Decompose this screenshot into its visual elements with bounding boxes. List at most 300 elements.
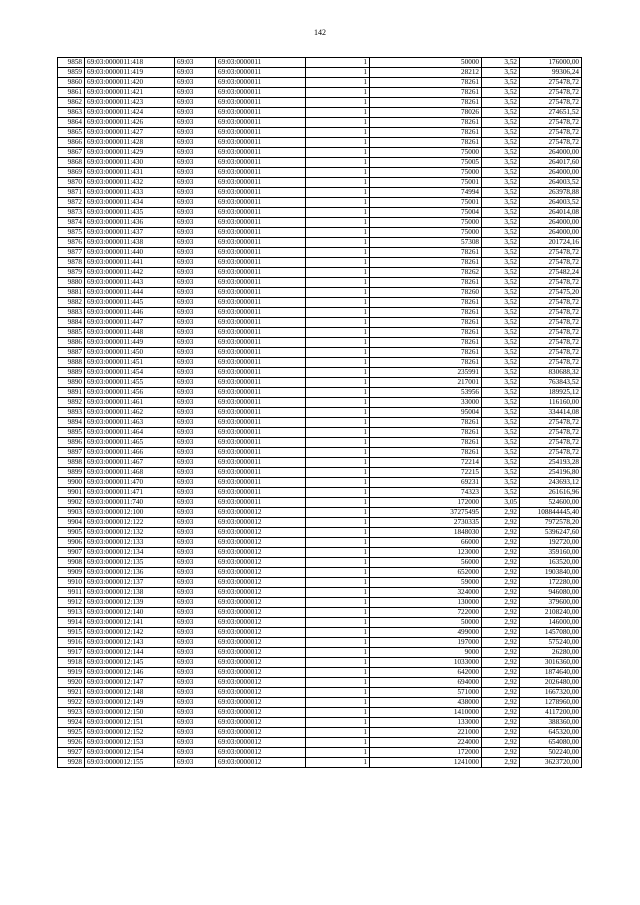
- table-row: [58, 398, 582, 408]
- cadastral-number: 69:03:0000011:451: [85, 358, 175, 368]
- district-code: 69:03: [175, 438, 216, 448]
- row-number: 9890: [58, 378, 85, 388]
- cadastral-number: 69:03:0000011:437: [85, 228, 175, 238]
- table-row: [58, 668, 582, 678]
- cadastral-block: 69:03:0000011: [216, 168, 306, 178]
- cadastral-block: 69:03:0000011: [216, 448, 306, 458]
- district-code: 69:03: [175, 158, 216, 168]
- cadastral-number: 69:03:0000012:151: [85, 718, 175, 728]
- row-number: 9870: [58, 178, 85, 188]
- area-value: 221000: [370, 728, 482, 738]
- specific-value: 2,92: [482, 508, 520, 518]
- table-body: [58, 58, 582, 768]
- parcel-count: 1: [306, 438, 370, 448]
- cadastral-block: 69:03:0000011: [216, 328, 306, 338]
- cadastral-block: 69:03:0000011: [216, 78, 306, 88]
- cadastral-value: 3623720,00: [520, 758, 582, 768]
- row-number: 9862: [58, 98, 85, 108]
- table-row: [58, 318, 582, 328]
- area-value: 78261: [370, 118, 482, 128]
- cadastral-block: 69:03:0000012: [216, 738, 306, 748]
- district-code: 69:03: [175, 148, 216, 158]
- area-value: 50000: [370, 58, 482, 68]
- area-value: 642000: [370, 668, 482, 678]
- cadastral-value: 275478,72: [520, 338, 582, 348]
- district-code: 69:03: [175, 88, 216, 98]
- cadastral-number: 69:03:0000011:454: [85, 368, 175, 378]
- cadastral-block: 69:03:0000012: [216, 558, 306, 568]
- cadastral-block: 69:03:0000012: [216, 748, 306, 758]
- area-value: 75005: [370, 158, 482, 168]
- area-value: 1410000: [370, 708, 482, 718]
- table-row: [58, 738, 582, 748]
- district-code: 69:03: [175, 608, 216, 618]
- cadastral-number: 69:03:0000011:461: [85, 398, 175, 408]
- table-row: [58, 238, 582, 248]
- district-code: 69:03: [175, 548, 216, 558]
- district-code: 69:03: [175, 258, 216, 268]
- table-row: [58, 308, 582, 318]
- cadastral-value: 264000,00: [520, 168, 582, 178]
- table-row: [58, 378, 582, 388]
- parcel-count: 1: [306, 668, 370, 678]
- cadastral-value: 645320,00: [520, 728, 582, 738]
- district-code: 69:03: [175, 248, 216, 258]
- parcel-count: 1: [306, 618, 370, 628]
- cadastral-block: 69:03:0000011: [216, 498, 306, 508]
- parcel-count: 1: [306, 208, 370, 218]
- cadastral-value: 7972578,20: [520, 518, 582, 528]
- row-number: 9912: [58, 598, 85, 608]
- area-value: 78261: [370, 328, 482, 338]
- cadastral-block: 69:03:0000012: [216, 598, 306, 608]
- row-number: 9873: [58, 208, 85, 218]
- cadastral-value: 275478,72: [520, 298, 582, 308]
- cadastral-block: 69:03:0000011: [216, 218, 306, 228]
- specific-value: 2,92: [482, 718, 520, 728]
- cadastral-number: 69:03:0000012:145: [85, 658, 175, 668]
- specific-value: 2,92: [482, 558, 520, 568]
- cadastral-block: 69:03:0000012: [216, 528, 306, 538]
- specific-value: 2,92: [482, 678, 520, 688]
- row-number: 9902: [58, 498, 85, 508]
- district-code: 69:03: [175, 278, 216, 288]
- cadastral-number: 69:03:0000011:463: [85, 418, 175, 428]
- area-value: 694000: [370, 678, 482, 688]
- table-row: [58, 588, 582, 598]
- specific-value: 3,52: [482, 268, 520, 278]
- area-value: 78261: [370, 318, 482, 328]
- district-code: 69:03: [175, 598, 216, 608]
- row-number: 9874: [58, 218, 85, 228]
- cadastral-value: 275478,72: [520, 358, 582, 368]
- cadastral-value: 1874640,00: [520, 668, 582, 678]
- parcel-count: 1: [306, 648, 370, 658]
- cadastral-number: 69:03:0000011:465: [85, 438, 175, 448]
- area-value: 69231: [370, 478, 482, 488]
- area-value: 78261: [370, 308, 482, 318]
- parcel-count: 1: [306, 468, 370, 478]
- cadastral-block: 69:03:0000012: [216, 678, 306, 688]
- district-code: 69:03: [175, 748, 216, 758]
- cadastral-value: 275482,24: [520, 268, 582, 278]
- cadastral-block: 69:03:0000011: [216, 358, 306, 368]
- table-row: [58, 268, 582, 278]
- specific-value: 2,92: [482, 748, 520, 758]
- specific-value: 3,52: [482, 188, 520, 198]
- row-number: 9883: [58, 308, 85, 318]
- cadastral-value: 275478,72: [520, 308, 582, 318]
- cadastral-value: 275478,72: [520, 428, 582, 438]
- area-value: 78261: [370, 348, 482, 358]
- table-row: [58, 428, 582, 438]
- cadastral-block: 69:03:0000011: [216, 98, 306, 108]
- parcel-count: 1: [306, 538, 370, 548]
- district-code: 69:03: [175, 638, 216, 648]
- parcel-count: 1: [306, 228, 370, 238]
- parcel-count: 1: [306, 578, 370, 588]
- cadastral-block: 69:03:0000012: [216, 588, 306, 598]
- cadastral-number: 69:03:0000011:438: [85, 238, 175, 248]
- cadastral-number: 69:03:0000012:146: [85, 668, 175, 678]
- cadastral-number: 69:03:0000012:141: [85, 618, 175, 628]
- area-value: 78261: [370, 258, 482, 268]
- specific-value: 3,52: [482, 408, 520, 418]
- parcel-count: 1: [306, 348, 370, 358]
- specific-value: 3,52: [482, 128, 520, 138]
- cadastral-number: 69:03:0000011:443: [85, 278, 175, 288]
- cadastral-block: 69:03:0000012: [216, 578, 306, 588]
- cadastral-block: 69:03:0000012: [216, 718, 306, 728]
- table-row: [58, 358, 582, 368]
- cadastral-number: 69:03:0000012:140: [85, 608, 175, 618]
- cadastral-number: 69:03:0000011:433: [85, 188, 175, 198]
- row-number: 9916: [58, 638, 85, 648]
- cadastral-number: 69:03:0000011:432: [85, 178, 175, 188]
- cadastral-value: 275478,72: [520, 258, 582, 268]
- cadastral-value: 146000,00: [520, 618, 582, 628]
- parcel-count: 1: [306, 748, 370, 758]
- cadastral-number: 69:03:0000011:431: [85, 168, 175, 178]
- row-number: 9877: [58, 248, 85, 258]
- table-row: [58, 148, 582, 158]
- area-value: 438000: [370, 698, 482, 708]
- cadastral-block: 69:03:0000012: [216, 668, 306, 678]
- cadastral-block: 69:03:0000012: [216, 698, 306, 708]
- area-value: 75000: [370, 218, 482, 228]
- cadastral-value: 275478,72: [520, 88, 582, 98]
- district-code: 69:03: [175, 718, 216, 728]
- table-row: [58, 118, 582, 128]
- table-row: [58, 608, 582, 618]
- table-row: [58, 108, 582, 118]
- cadastral-number: 69:03:0000012:139: [85, 598, 175, 608]
- specific-value: 3,52: [482, 68, 520, 78]
- row-number: 9920: [58, 678, 85, 688]
- parcel-count: 1: [306, 498, 370, 508]
- cadastral-number: 69:03:0000012:132: [85, 528, 175, 538]
- area-value: 571000: [370, 688, 482, 698]
- cadastral-block: 69:03:0000011: [216, 138, 306, 148]
- row-number: 9884: [58, 318, 85, 328]
- parcel-count: 1: [306, 698, 370, 708]
- table-row: [58, 438, 582, 448]
- parcel-count: 1: [306, 588, 370, 598]
- specific-value: 2,92: [482, 608, 520, 618]
- cadastral-number: 69:03:0000011:424: [85, 108, 175, 118]
- district-code: 69:03: [175, 128, 216, 138]
- specific-value: 3,52: [482, 468, 520, 478]
- table-row: [58, 528, 582, 538]
- cadastral-value: 243693,12: [520, 478, 582, 488]
- cadastral-block: 69:03:0000012: [216, 618, 306, 628]
- table-row: [58, 158, 582, 168]
- page-number: 142: [314, 28, 326, 37]
- specific-value: 3,52: [482, 358, 520, 368]
- specific-value: 2,92: [482, 638, 520, 648]
- cadastral-block: 69:03:0000011: [216, 348, 306, 358]
- cadastral-value: 108844445,40: [520, 508, 582, 518]
- district-code: 69:03: [175, 108, 216, 118]
- table-row: [58, 288, 582, 298]
- area-value: 78261: [370, 248, 482, 258]
- district-code: 69:03: [175, 338, 216, 348]
- parcel-count: 1: [306, 308, 370, 318]
- district-code: 69:03: [175, 58, 216, 68]
- specific-value: 3,52: [482, 288, 520, 298]
- cadastral-value: 1903840,00: [520, 568, 582, 578]
- parcel-count: 1: [306, 78, 370, 88]
- cadastral-number: 69:03:0000011:455: [85, 378, 175, 388]
- table-row: [58, 58, 582, 68]
- cadastral-block: 69:03:0000012: [216, 658, 306, 668]
- area-value: 499000: [370, 628, 482, 638]
- cadastral-value: 1457080,00: [520, 628, 582, 638]
- table-row: [58, 78, 582, 88]
- specific-value: 3,52: [482, 98, 520, 108]
- area-value: 235991: [370, 368, 482, 378]
- row-number: 9866: [58, 138, 85, 148]
- cadastral-number: 69:03:0000012:155: [85, 758, 175, 768]
- specific-value: 3,52: [482, 168, 520, 178]
- cadastral-value: 116160,00: [520, 398, 582, 408]
- table-row: [58, 678, 582, 688]
- district-code: 69:03: [175, 398, 216, 408]
- cadastral-value: 275478,72: [520, 318, 582, 328]
- cadastral-number: 69:03:0000011:441: [85, 258, 175, 268]
- cadastral-number: 69:03:0000011:440: [85, 248, 175, 258]
- cadastral-number: 69:03:0000012:153: [85, 738, 175, 748]
- cadastral-number: 69:03:0000012:135: [85, 558, 175, 568]
- district-code: 69:03: [175, 618, 216, 628]
- cadastral-block: 69:03:0000011: [216, 88, 306, 98]
- row-number: 9893: [58, 408, 85, 418]
- cadastral-block: 69:03:0000012: [216, 548, 306, 558]
- specific-value: 3,52: [482, 448, 520, 458]
- specific-value: 3,52: [482, 368, 520, 378]
- district-code: 69:03: [175, 318, 216, 328]
- parcel-count: 1: [306, 558, 370, 568]
- area-value: 57308: [370, 238, 482, 248]
- cadastral-block: 69:03:0000011: [216, 118, 306, 128]
- cadastral-value: 275478,72: [520, 138, 582, 148]
- parcel-count: 1: [306, 608, 370, 618]
- cadastral-number: 69:03:0000011:740: [85, 498, 175, 508]
- area-value: 37275495: [370, 508, 482, 518]
- area-value: 123000: [370, 548, 482, 558]
- area-value: 78261: [370, 138, 482, 148]
- cadastral-value: 3016360,00: [520, 658, 582, 668]
- row-number: 9925: [58, 728, 85, 738]
- district-code: 69:03: [175, 568, 216, 578]
- cadastral-value: 275478,72: [520, 248, 582, 258]
- table-row: [58, 88, 582, 98]
- district-code: 69:03: [175, 428, 216, 438]
- parcel-count: 1: [306, 338, 370, 348]
- cadastral-block: 69:03:0000011: [216, 278, 306, 288]
- parcel-count: 1: [306, 258, 370, 268]
- specific-value: 3,52: [482, 458, 520, 468]
- row-number: 9895: [58, 428, 85, 438]
- cadastral-number: 69:03:0000012:154: [85, 748, 175, 758]
- table-row: [58, 188, 582, 198]
- row-number: 9903: [58, 508, 85, 518]
- row-number: 9900: [58, 478, 85, 488]
- district-code: 69:03: [175, 138, 216, 148]
- district-code: 69:03: [175, 518, 216, 528]
- area-value: 78261: [370, 78, 482, 88]
- row-number: 9871: [58, 188, 85, 198]
- row-number: 9913: [58, 608, 85, 618]
- row-number: 9924: [58, 718, 85, 728]
- table-row: [58, 498, 582, 508]
- specific-value: 3,52: [482, 438, 520, 448]
- parcel-count: 1: [306, 168, 370, 178]
- parcel-count: 1: [306, 548, 370, 558]
- district-code: 69:03: [175, 78, 216, 88]
- parcel-count: 1: [306, 518, 370, 528]
- table-row: [58, 128, 582, 138]
- table-row: [58, 418, 582, 428]
- cadastral-number: 69:03:0000011:418: [85, 58, 175, 68]
- cadastral-value: 264003,52: [520, 198, 582, 208]
- row-number: 9919: [58, 668, 85, 678]
- cadastral-value: 274651,52: [520, 108, 582, 118]
- specific-value: 3,52: [482, 318, 520, 328]
- row-number: 9861: [58, 88, 85, 98]
- specific-value: 3,52: [482, 108, 520, 118]
- area-value: 78261: [370, 418, 482, 428]
- district-code: 69:03: [175, 628, 216, 638]
- cadastral-number: 69:03:0000012:142: [85, 628, 175, 638]
- area-value: 1241000: [370, 758, 482, 768]
- cadastral-number: 69:03:0000012:152: [85, 728, 175, 738]
- district-code: 69:03: [175, 478, 216, 488]
- row-number: 9927: [58, 748, 85, 758]
- district-code: 69:03: [175, 218, 216, 228]
- specific-value: 2,92: [482, 668, 520, 678]
- area-value: 75001: [370, 178, 482, 188]
- cadastral-block: 69:03:0000011: [216, 288, 306, 298]
- parcel-count: 1: [306, 158, 370, 168]
- cadastral-value: 334414,08: [520, 408, 582, 418]
- cadastral-number: 69:03:0000011:434: [85, 198, 175, 208]
- specific-value: 3,52: [482, 418, 520, 428]
- cadastral-number: 69:03:0000012:133: [85, 538, 175, 548]
- cadastral-number: 69:03:0000011:468: [85, 468, 175, 478]
- parcel-count: 1: [306, 458, 370, 468]
- specific-value: 2,92: [482, 588, 520, 598]
- row-number: 9887: [58, 348, 85, 358]
- specific-value: 3,52: [482, 258, 520, 268]
- table-row: [58, 388, 582, 398]
- cadastral-block: 69:03:0000011: [216, 428, 306, 438]
- row-number: 9909: [58, 568, 85, 578]
- parcel-count: 1: [306, 418, 370, 428]
- table-row: [58, 548, 582, 558]
- specific-value: 2,92: [482, 538, 520, 548]
- area-value: 2730335: [370, 518, 482, 528]
- district-code: 69:03: [175, 678, 216, 688]
- cadastral-value: 264014,08: [520, 208, 582, 218]
- cadastral-block: 69:03:0000011: [216, 398, 306, 408]
- cadastral-value: 176000,00: [520, 58, 582, 68]
- cadastral-value: 830688,32: [520, 368, 582, 378]
- area-value: 217001: [370, 378, 482, 388]
- specific-value: 3,52: [482, 278, 520, 288]
- district-code: 69:03: [175, 668, 216, 678]
- cadastral-number: 69:03:0000011:421: [85, 88, 175, 98]
- district-code: 69:03: [175, 648, 216, 658]
- specific-value: 3,52: [482, 208, 520, 218]
- cadastral-number: 69:03:0000011:446: [85, 308, 175, 318]
- area-value: 78026: [370, 108, 482, 118]
- cadastral-number: 69:03:0000011:462: [85, 408, 175, 418]
- row-number: 9888: [58, 358, 85, 368]
- district-code: 69:03: [175, 68, 216, 78]
- district-code: 69:03: [175, 508, 216, 518]
- district-code: 69:03: [175, 198, 216, 208]
- cadastral-value: 275478,72: [520, 128, 582, 138]
- district-code: 69:03: [175, 588, 216, 598]
- table-row: [58, 578, 582, 588]
- row-number: 9906: [58, 538, 85, 548]
- cadastral-value: 275478,72: [520, 78, 582, 88]
- cadastral-block: 69:03:0000011: [216, 178, 306, 188]
- area-value: 74994: [370, 188, 482, 198]
- area-value: 324000: [370, 588, 482, 598]
- district-code: 69:03: [175, 698, 216, 708]
- district-code: 69:03: [175, 468, 216, 478]
- area-value: 95004: [370, 408, 482, 418]
- area-value: 50000: [370, 618, 482, 628]
- district-code: 69:03: [175, 268, 216, 278]
- row-number: 9876: [58, 238, 85, 248]
- row-number: 9904: [58, 518, 85, 528]
- area-value: 75000: [370, 228, 482, 238]
- cadastral-value: 275478,72: [520, 328, 582, 338]
- district-code: 69:03: [175, 728, 216, 738]
- district-code: 69:03: [175, 488, 216, 498]
- parcel-count: 1: [306, 378, 370, 388]
- parcel-count: 1: [306, 108, 370, 118]
- parcel-count: 1: [306, 88, 370, 98]
- row-number: 9860: [58, 78, 85, 88]
- specific-value: 3,52: [482, 88, 520, 98]
- cadastral-value: 263978,88: [520, 188, 582, 198]
- cadastral-value: 388360,00: [520, 718, 582, 728]
- specific-value: 3,52: [482, 138, 520, 148]
